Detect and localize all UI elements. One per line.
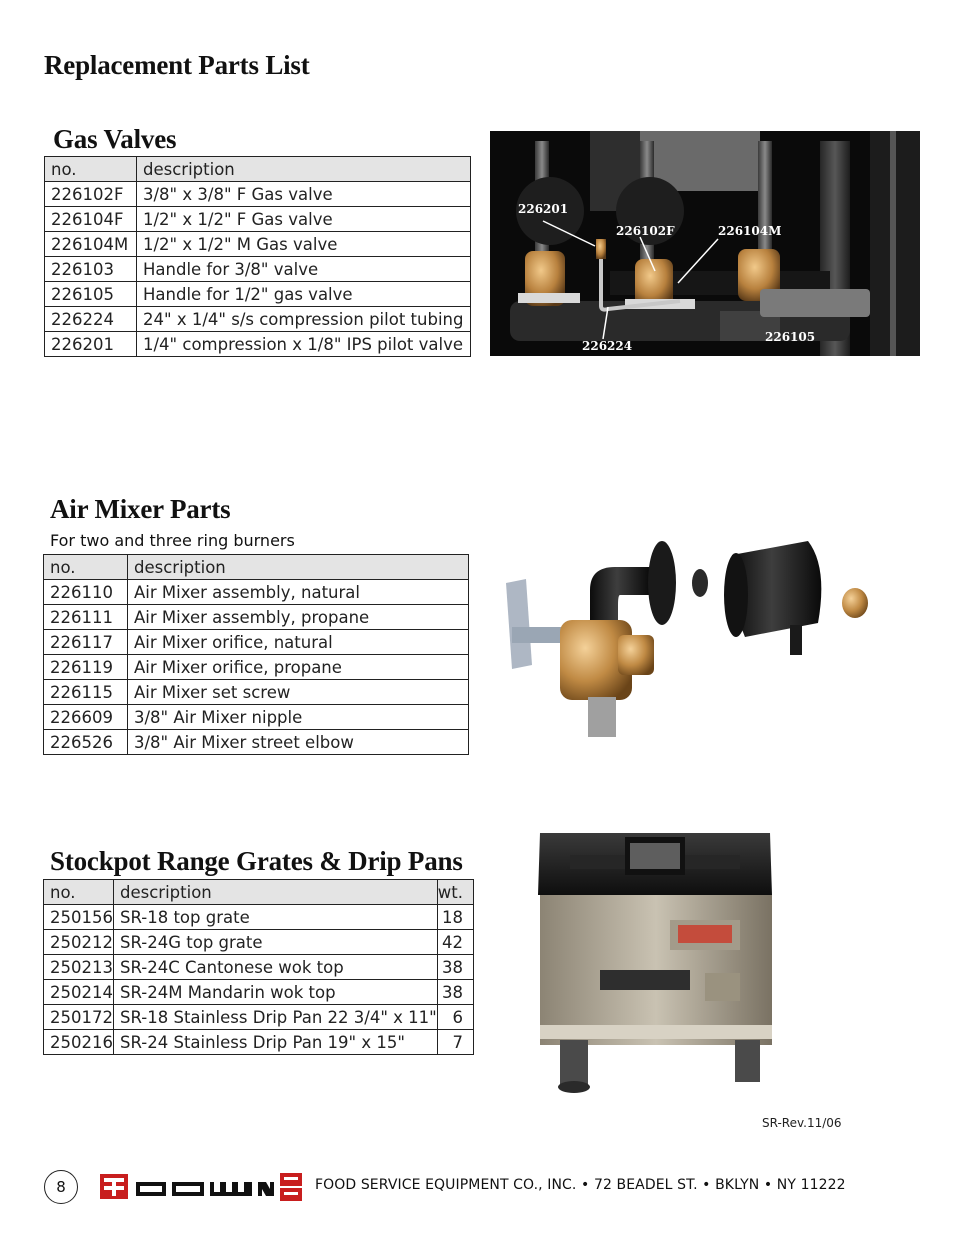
part-description: Handle for 1/2" gas valve (137, 282, 471, 307)
part-number: 226224 (45, 307, 137, 332)
table-header-row (44, 555, 469, 580)
part-description: 1/4" compression x 1/8" IPS pilot valve (137, 332, 471, 357)
gas-valves-photo (490, 131, 920, 356)
part-number: 226609 (44, 705, 128, 730)
gas-valves-table (44, 156, 471, 357)
column-header-weight: wt. (437, 880, 473, 905)
part-weight: 7 (437, 1030, 473, 1055)
table-row (44, 955, 474, 980)
part-description: SR-24G top grate (114, 930, 438, 955)
part-description: Air Mixer set screw (128, 680, 469, 705)
column-header-no: no. (45, 157, 137, 182)
table-row (45, 182, 471, 207)
table-header-row (44, 880, 474, 905)
callout-226201: 226201 (518, 202, 569, 216)
part-number: 250156 (44, 905, 114, 930)
part-description: Air Mixer orifice, propane (128, 655, 469, 680)
part-description: 1/2" x 1/2" F Gas valve (137, 207, 471, 232)
part-number: 250212 (44, 930, 114, 955)
part-number: 250213 (44, 955, 114, 980)
part-description: Air Mixer assembly, propane (128, 605, 469, 630)
part-description: Handle for 3/8" valve (137, 257, 471, 282)
part-weight: 18 (437, 905, 473, 930)
part-description: Air Mixer orifice, natural (128, 630, 469, 655)
page-number: 8 (44, 1170, 78, 1204)
table-row (44, 655, 469, 680)
part-description: SR-24 Stainless Drip Pan 19" x 15" (114, 1030, 438, 1055)
part-number: 226119 (44, 655, 128, 680)
part-number: 226102F (45, 182, 137, 207)
part-description: SR-18 Stainless Drip Pan 22 3/4" x 11" (114, 1005, 438, 1030)
column-header-description: description (114, 880, 438, 905)
callout-226224: 226224 (582, 339, 633, 353)
part-number: 226104F (45, 207, 137, 232)
table-row (45, 307, 471, 332)
table-row (44, 1005, 474, 1030)
part-description: 3/8" Air Mixer street elbow (128, 730, 469, 755)
column-header-description: description (137, 157, 471, 182)
column-header-description: description (128, 555, 469, 580)
stockpot-range-photo (530, 825, 780, 1105)
part-number: 226115 (44, 680, 128, 705)
table-row (44, 630, 469, 655)
part-number: 226103 (45, 257, 137, 282)
table-row (44, 905, 474, 930)
part-number: 226201 (45, 332, 137, 357)
part-description: Air Mixer assembly, natural (128, 580, 469, 605)
table-row (44, 605, 469, 630)
part-weight: 6 (437, 1005, 473, 1030)
table-row (44, 580, 469, 605)
table-row (45, 282, 471, 307)
part-number: 226105 (45, 282, 137, 307)
part-description: SR-18 top grate (114, 905, 438, 930)
table-row (44, 980, 474, 1005)
table-row (44, 730, 469, 755)
column-header-no: no. (44, 880, 114, 905)
part-number: 226526 (44, 730, 128, 755)
part-description: 3/8" Air Mixer nipple (128, 705, 469, 730)
air-mixer-table (43, 554, 469, 755)
stockpot-table (43, 879, 474, 1055)
company-address: FOOD SERVICE EQUIPMENT CO., INC. • 72 BEADEL ST. • BKLYN • NY 11222 (315, 1177, 846, 1193)
part-description: 24" x 1/4" s/s compression pilot tubing (137, 307, 471, 332)
air-mixer-title: Air Mixer Parts (50, 494, 231, 524)
callout-226104m: 226104M (718, 224, 782, 238)
part-description: 1/2" x 1/2" M Gas valve (137, 232, 471, 257)
part-description: SR-24M Mandarin wok top (114, 980, 438, 1005)
table-row (45, 232, 471, 257)
town-logo (100, 1172, 305, 1206)
part-weight: 38 (437, 955, 473, 980)
revision-label: SR-Rev.11/06 (762, 1116, 842, 1130)
table-row (44, 1030, 474, 1055)
part-weight: 38 (437, 980, 473, 1005)
part-number: 250216 (44, 1030, 114, 1055)
part-number: 250214 (44, 980, 114, 1005)
table-header-row (45, 157, 471, 182)
table-row (44, 705, 469, 730)
gas-valves-title: Gas Valves (53, 124, 177, 154)
page-title: Replacement Parts List (44, 50, 310, 80)
callout-226102f: 226102F (616, 224, 675, 238)
table-row (44, 680, 469, 705)
part-number: 226111 (44, 605, 128, 630)
part-description: 3/8" x 3/8" F Gas valve (137, 182, 471, 207)
air-mixer-subtitle: For two and three ring burners (50, 531, 295, 550)
part-number: 250172 (44, 1005, 114, 1030)
table-row (45, 332, 471, 357)
table-row (45, 257, 471, 282)
part-number: 226110 (44, 580, 128, 605)
callout-226105: 226105 (765, 330, 816, 344)
part-description: SR-24C Cantonese wok top (114, 955, 438, 980)
part-weight: 42 (437, 930, 473, 955)
table-row (45, 207, 471, 232)
part-number: 226117 (44, 630, 128, 655)
table-row (44, 930, 474, 955)
air-mixer-photo (500, 515, 890, 765)
stockpot-title: Stockpot Range Grates & Drip Pans (50, 846, 463, 876)
part-number: 226104M (45, 232, 137, 257)
column-header-no: no. (44, 555, 128, 580)
